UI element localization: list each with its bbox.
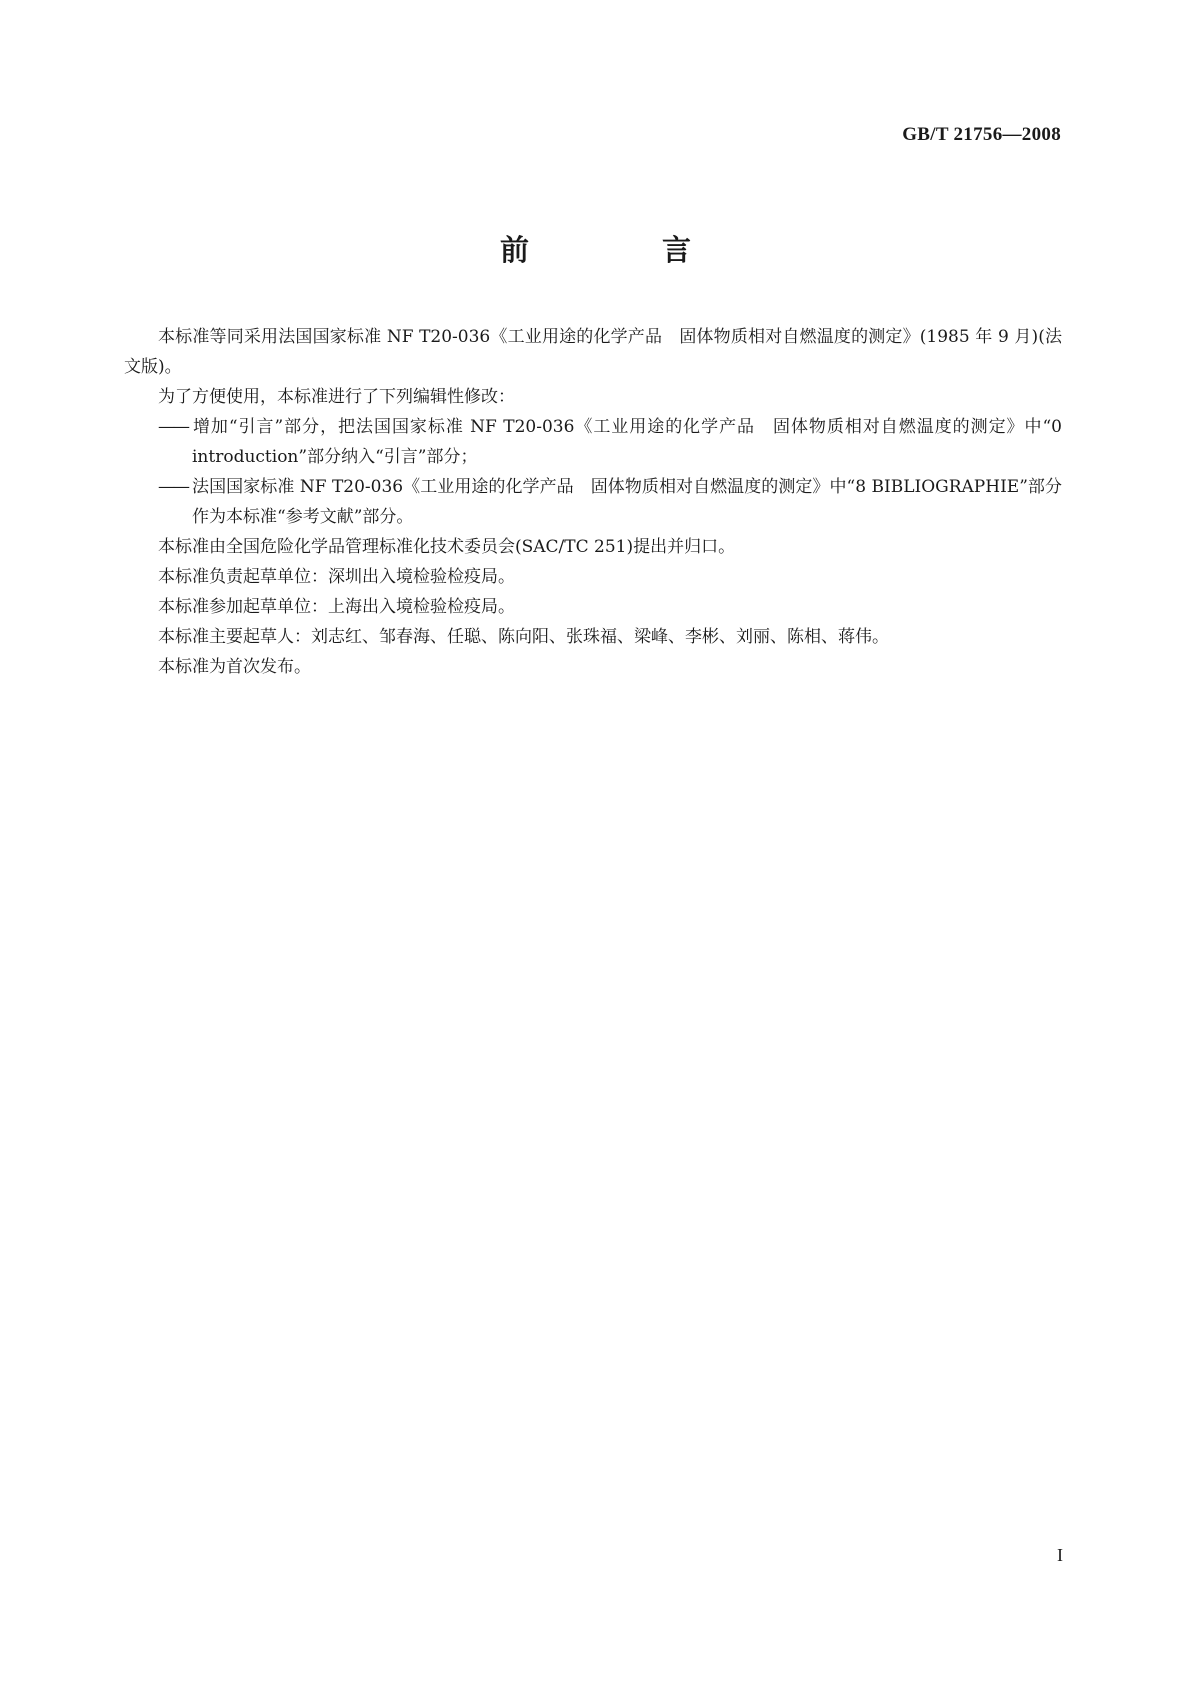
page-number: I <box>1057 1545 1063 1565</box>
paragraph-edits-intro: 为了方便使用，本标准进行了下列编辑性修改： <box>158 387 515 407</box>
list-item-text: 法国国家标准 NF T20-036《工业用途的化学产品 固体物质相对自燃温度的测定》中“8 BIBLIOGRAPHIE”部分作为本标准“参考文献”部分。 <box>192 477 1062 527</box>
paragraph-first-release: 本标准为首次发布。 <box>158 657 311 677</box>
standard-code: GB/T 21756—2008 <box>902 124 1061 145</box>
paragraph-lead-drafter: 本标准负责起草单位：深圳出入境检验检疫局。 <box>158 567 515 587</box>
paragraph-proposer: 本标准由全国危险化学品管理标准化技术委员会(SAC/TC 251)提出并归口。 <box>158 537 736 557</box>
preface-body <box>124 322 1062 682</box>
paragraph-main-drafters: 本标准主要起草人：刘志红、邹春海、任聪、陈向阳、张珠福、梁峰、李彬、刘丽、陈相、蒋伟。 <box>158 627 889 647</box>
list-item-text: 增加“引言”部分，把法国国家标准 NF T20-036《工业用途的化学产品 固体物质相对自燃温度的测定》中“0 introduction”部分纳入“引言”部分； <box>192 417 1062 467</box>
page-title: 前 言 <box>499 233 743 267</box>
em-dash-marker: —— <box>158 477 188 497</box>
list-item <box>158 412 1062 472</box>
em-dash-marker: —— <box>158 417 188 437</box>
list-item <box>158 472 1062 532</box>
paragraph-participating-drafter: 本标准参加起草单位：上海出入境检验检疫局。 <box>158 597 515 617</box>
paragraph-adoption: 本标准等同采用法国国家标准 NF T20-036《工业用途的化学产品 固体物质相对自燃温度的测定》(1985 年 9 月)(法文版)。 <box>124 327 1062 377</box>
